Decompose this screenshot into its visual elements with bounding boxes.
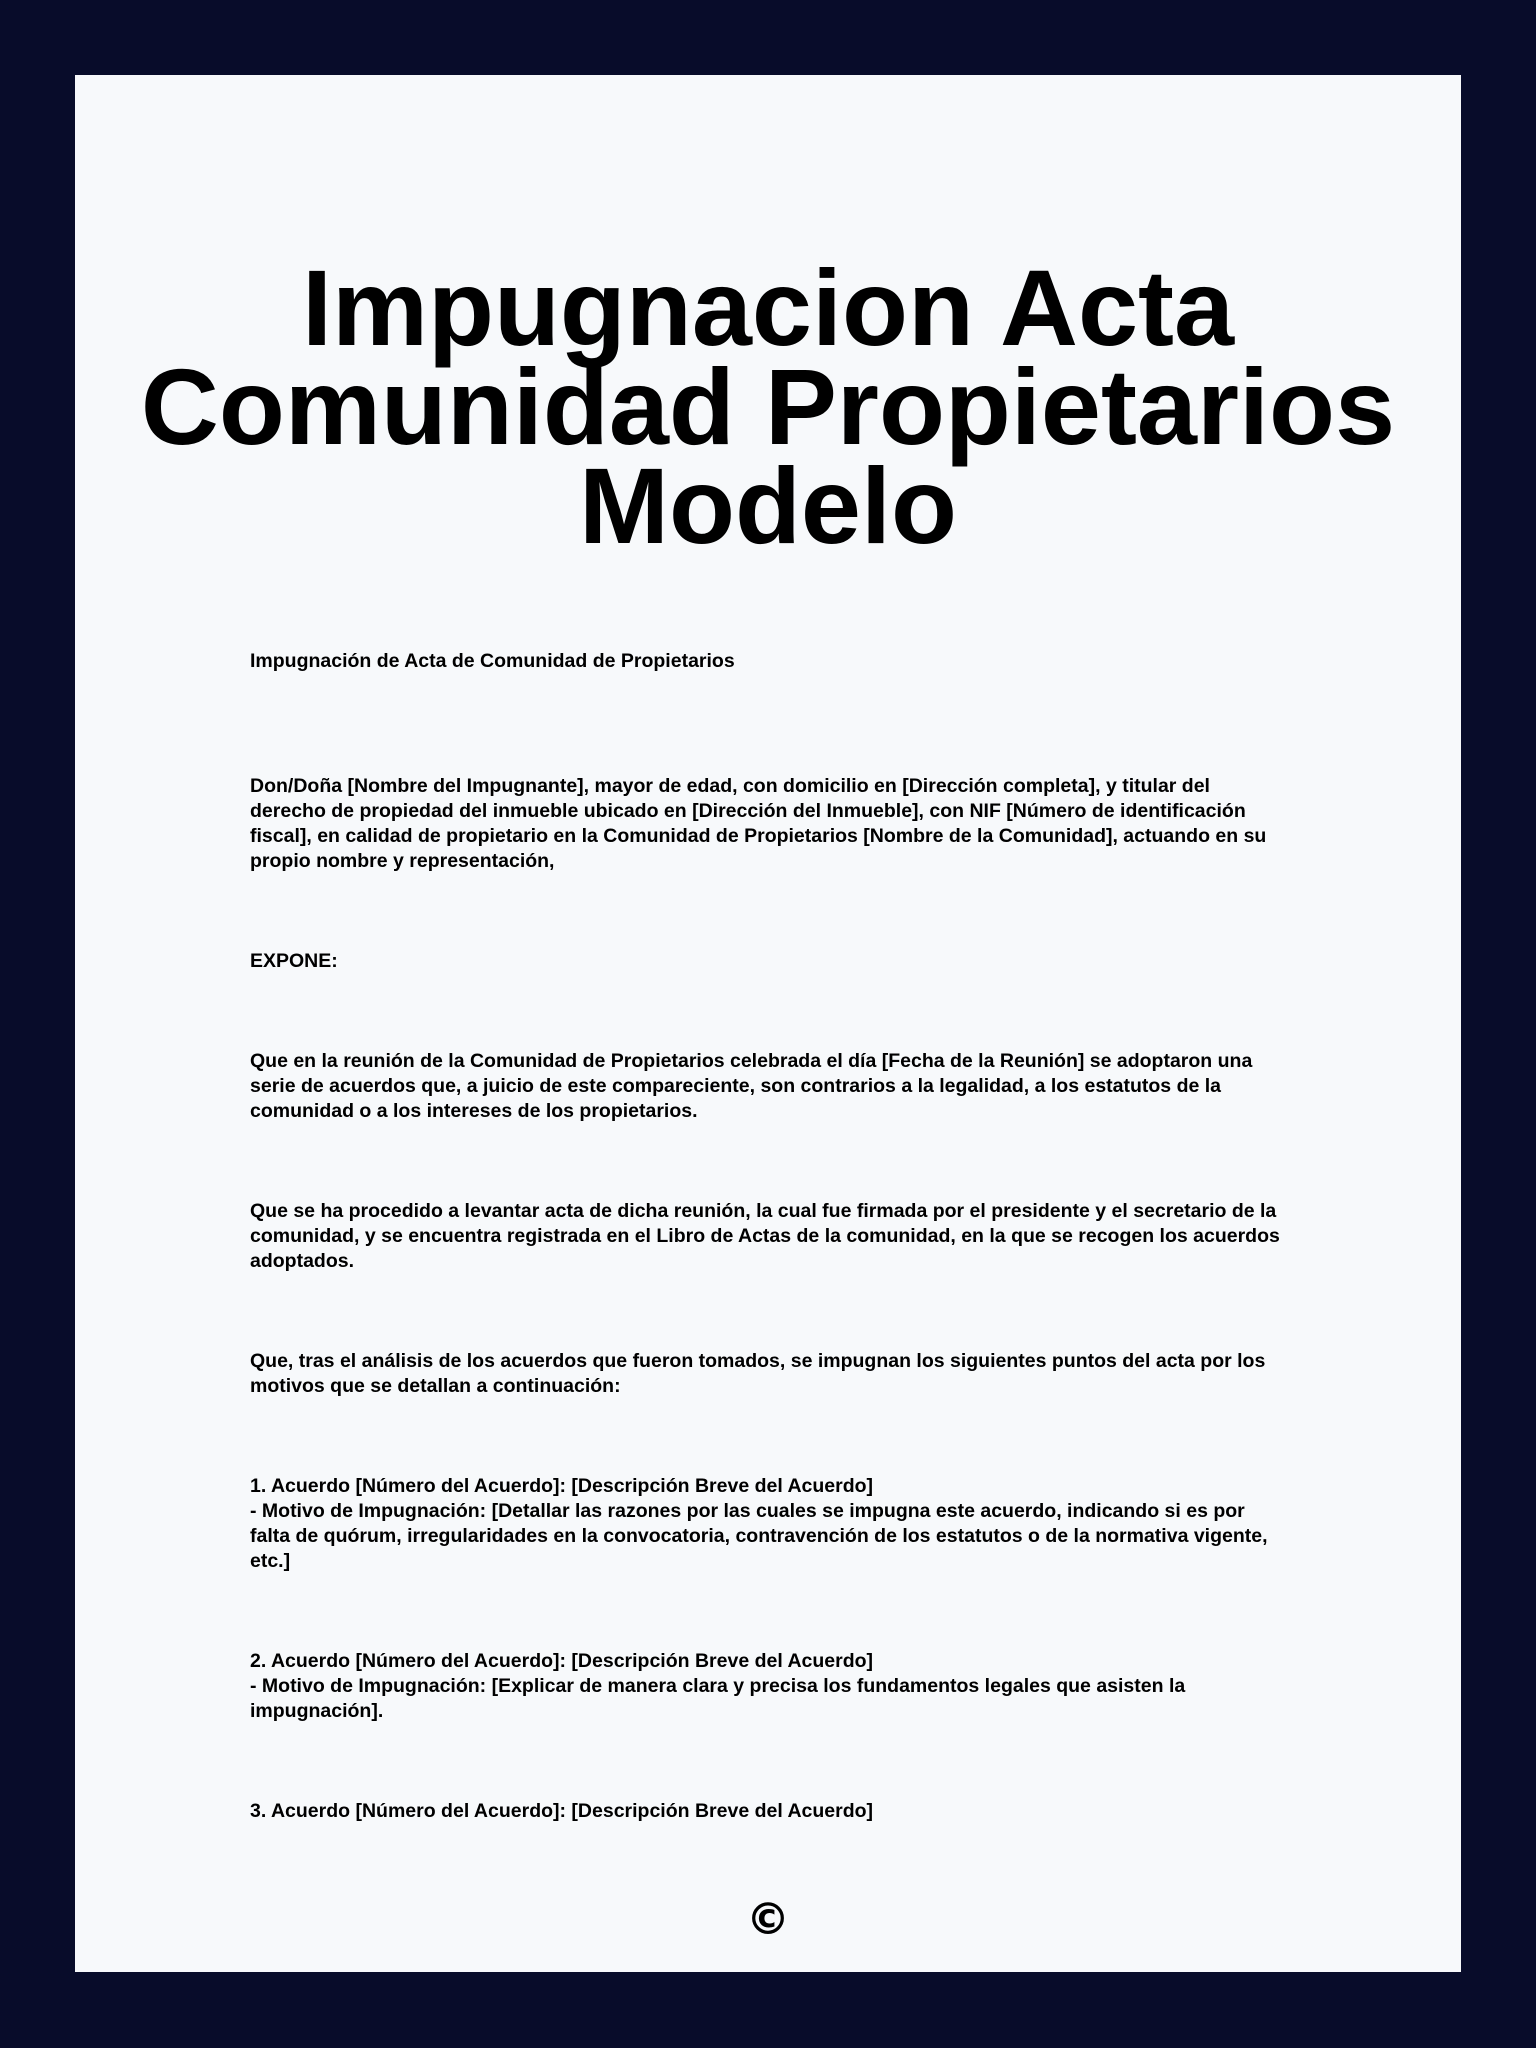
paragraph-expone: EXPONE: bbox=[250, 950, 338, 972]
list-item-agreement-1: 1. Acuerdo [Número del Acuerdo]: [Descripción Breve del Acuerdo] - Motivo de Impugnación: [Detallar las razones por las cuales se impugna este acuerdo, indicando si es por falta de quórum, irregularidades en la convocatoria, contravención de los estatutos o de la normativa vigente, etc.] bbox=[250, 1475, 1268, 1572]
copyright-icon: © bbox=[746, 1894, 790, 1945]
document-title: Impugnacion Acta Comunidad Propietarios Modelo bbox=[140, 247, 1396, 566]
paragraph-meeting: Que en la reunión de la Comunidad de Propietarios celebrada el día [Fecha de la Reunión] se adoptaron una serie de acuerdos que, a juicio de este compareciente, son contrarios a la legalidad, a los estatutos de la comunidad o a los intereses de los propietarios. bbox=[250, 1050, 1253, 1122]
list-item-agreement-3: 3. Acuerdo [Número del Acuerdo]: [Descripción Breve del Acuerdo] bbox=[250, 1800, 874, 1822]
document-page bbox=[75, 75, 1461, 1972]
paragraph-analysis: Que, tras el análisis de los acuerdos que fueron tomados, se impugnan los siguientes puntos del acta por los motivos que se detallan a continuación: bbox=[250, 1350, 1266, 1397]
paragraph-minutes: Que se ha procedido a levantar acta de dicha reunión, la cual fue firmada por el presidente y el secretario de la comunidad, y se encuentra registrada en el Libro de Actas de la comunidad, en la que se recogen los acuerdos adoptados. bbox=[250, 1200, 1280, 1272]
list-item-agreement-2: 2. Acuerdo [Número del Acuerdo]: [Descripción Breve del Acuerdo] - Motivo de Impugnación: [Explicar de manera clara y precisa los fundamentos legales que asisten la impugnación]. bbox=[250, 1650, 1186, 1722]
document-heading: Impugnación de Acta de Comunidad de Propietarios bbox=[250, 650, 735, 672]
paragraph-claimant: Don/Doña [Nombre del Impugnante], mayor de edad, con domicilio en [Dirección completa], y titular del derecho de propiedad del inmueble ubicado en [Dirección del Inmueble], con NIF [Número de identificación fiscal], en calidad de propietario en la Comunidad de Propietarios [Nombre de la Comunidad], actuando en su propio nombre y representación, bbox=[250, 775, 1267, 872]
